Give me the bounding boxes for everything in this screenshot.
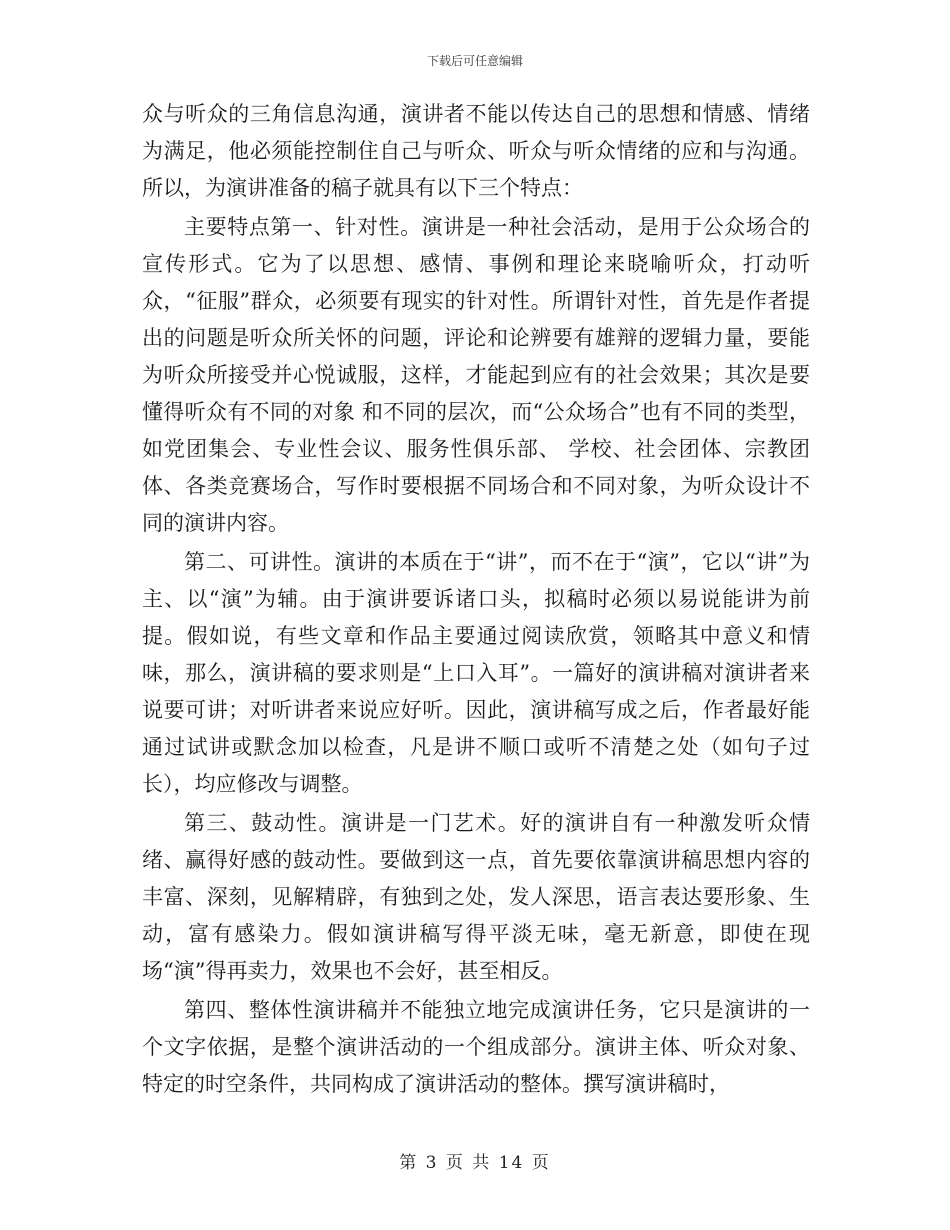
document-body: [142, 96, 810, 1105]
paragraph-integrity: 第四、整体性演讲稿并不能独立地完成演讲任务，它只是演讲的一个文字依据，是整个演讲活动的一个组成部分。演讲主体、听众对象、特定的时空条件，共同构成了演讲活动的整体。撰写演讲稿时，: [142, 998, 810, 1096]
paragraph-targeting: 主要特点第一、针对性。演讲是一种社会活动，是用于公众场合的宣传形式。它为了以思想、感情、事例和理论来晓喻听众，打动听众，“征服”群众，必须要有现实的针对性。所谓针对性，首先是作者提出的问题是听众所关怀的问题，评论和论辨要有雄辩的逻辑力量，要能为听众所接受并心悦诚服，这样，才能起到应有的社会效果；其次是要懂得听众有不同的对象 和不同的层次，而“公众场合”也有不同的类型，如党团集会、专业性会议、服务性俱乐部、 学校、社会团体、宗教团体、各类竞赛场合，写作时要根据不同场合和不同对象，为听众设计不同的演讲内容。: [142, 215, 810, 535]
paragraph-inspiration: 第三、鼓动性。演讲是一门艺术。好的演讲自有一种激发听众情绪、赢得好感的鼓动性。要做到这一点，首先要依靠演讲稿思想内容的丰富、深刻，见解精辟，有独到之处，发人深思，语言表达要形象、生动，富有感染力。假如演讲稿写得平淡无味，毫无新意，即使在现场“演”得再卖力，效果也不会好，甚至相反。: [142, 811, 810, 983]
page-header: 下载后可任意编辑: [426, 54, 523, 68]
paragraph-speakability: 第二、可讲性。演讲的本质在于“讲”，而不在于“演”，它以“讲”为主、以“演”为辅。由于演讲要诉诸口头，拟稿时必须以易说能讲为前提。假如说，有些文章和作品主要通过阅读欣赏，领略其中意义和情味，那么，演讲稿的要求则是“上口入耳”。一篇好的演讲稿对演讲者来说要可讲；对听讲者来说应好听。因此，演讲稿写成之后，作者最好能通过试讲或默念加以检查，凡是讲不顺口或听不清楚之处（如句子过长），均应修改与调整。: [142, 550, 810, 796]
paragraph-continuation: 众与听众的三角信息沟通，演讲者不能以传达自己的思想和情感、情绪为满足，他必须能控制住自己与听众、听众与听众情绪的应和与沟通。所以，为演讲准备的稿子就具有以下三个特点：: [142, 102, 810, 200]
page-number: 第 3 页 共 14 页: [399, 1153, 551, 1173]
